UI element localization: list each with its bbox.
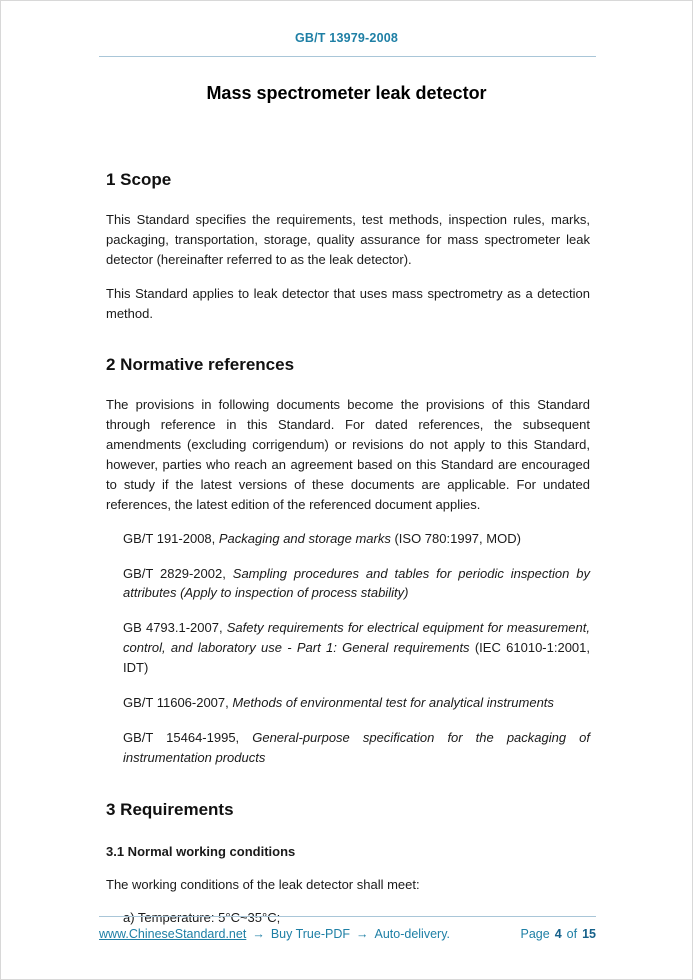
reference-code: GB/T 191-2008, [123, 530, 219, 546]
footer-website-link[interactable]: www.ChineseStandard.net [99, 927, 247, 941]
of-label: of [566, 927, 578, 941]
footer-buy-label: Buy True-PDF [270, 927, 350, 941]
requirements-paragraph: The working conditions of the leak detector shall meet: [106, 876, 420, 892]
reference-suffix: (ISO 780:1997, MOD) [390, 530, 521, 546]
page-current: 4 [554, 927, 562, 941]
reference-code: GB 4793.1-2007, [123, 620, 227, 636]
scope-paragraph-2: This Standard applies to leak detector that uses mass spectrometry as a detection method. [106, 285, 590, 321]
footer-tagline [99, 927, 450, 941]
requirement-item-a: a) Temperature: 5°C~35°C; [123, 910, 281, 926]
page-header [1, 1, 692, 57]
arrow-icon: → [356, 927, 369, 941]
scope-paragraph-1: This Standard specifies the requirements, test methods, inspection rules, marks, packaging, transportation, storage, quality assurance for mass spectrometer leak detector (hereinafter referred to as the leak detector). [106, 212, 590, 267]
reference-suffix: (IEC 61010-1:2001, IDT) [123, 640, 590, 675]
normative-intro-paragraph: The provisions in following documents become the provisions of this Standard through reference in this Standard. For dated references, the subsequent amendments (excluding corrigendum) or revisions do not apply to this Standard, however, parties who reach an agreement based on this Standard are encouraged to study if the latest versions of these documents are applicable. For undated references, the latest edition of the referenced document applies. [106, 397, 590, 512]
section-heading-normative: 2 Normative references [106, 355, 295, 375]
section-heading-requirements: 3 Requirements [106, 799, 234, 819]
reference-title: Methods of environmental test for analytical instruments [232, 694, 554, 710]
reference-item [106, 529, 590, 549]
subsection-heading-normal-working-conditions: 3.1 Normal working conditions [106, 843, 296, 859]
doc-number: GB/T 13979-2008 [294, 31, 399, 45]
reference-title: Safety requirements for electrical equipment for measurement, control, and laboratory use - Part 1: General requirements [123, 620, 590, 656]
section-heading-scope: 1 Scope [106, 170, 172, 189]
reference-title: Sampling procedures and tables for periodic inspection by attributes (Apply to inspection of process stability) [123, 565, 590, 601]
reference-item [106, 693, 590, 713]
page-content [1, 170, 692, 928]
header-rule [99, 56, 596, 57]
reference-item [106, 564, 590, 604]
doc-title: Mass spectrometer leak detector [206, 83, 487, 103]
page-total: 15 [582, 927, 596, 941]
reference-code: GB/T 2829-2002, [123, 565, 233, 581]
page-indicator [521, 927, 597, 941]
reference-title: General-purpose specification for the packaging of instrumentation products [123, 729, 590, 765]
page-label: Page [520, 927, 550, 941]
reference-title: Packaging and storage marks [218, 530, 391, 546]
reference-item [106, 618, 590, 678]
reference-code: GB/T 11606-2007, [123, 694, 233, 710]
reference-code: GB/T 15464-1995, [123, 729, 253, 745]
page-footer [99, 916, 596, 941]
reference-item [106, 728, 590, 768]
arrow-icon: → [252, 927, 265, 941]
footer-delivery-label: Auto-delivery. [374, 927, 450, 941]
